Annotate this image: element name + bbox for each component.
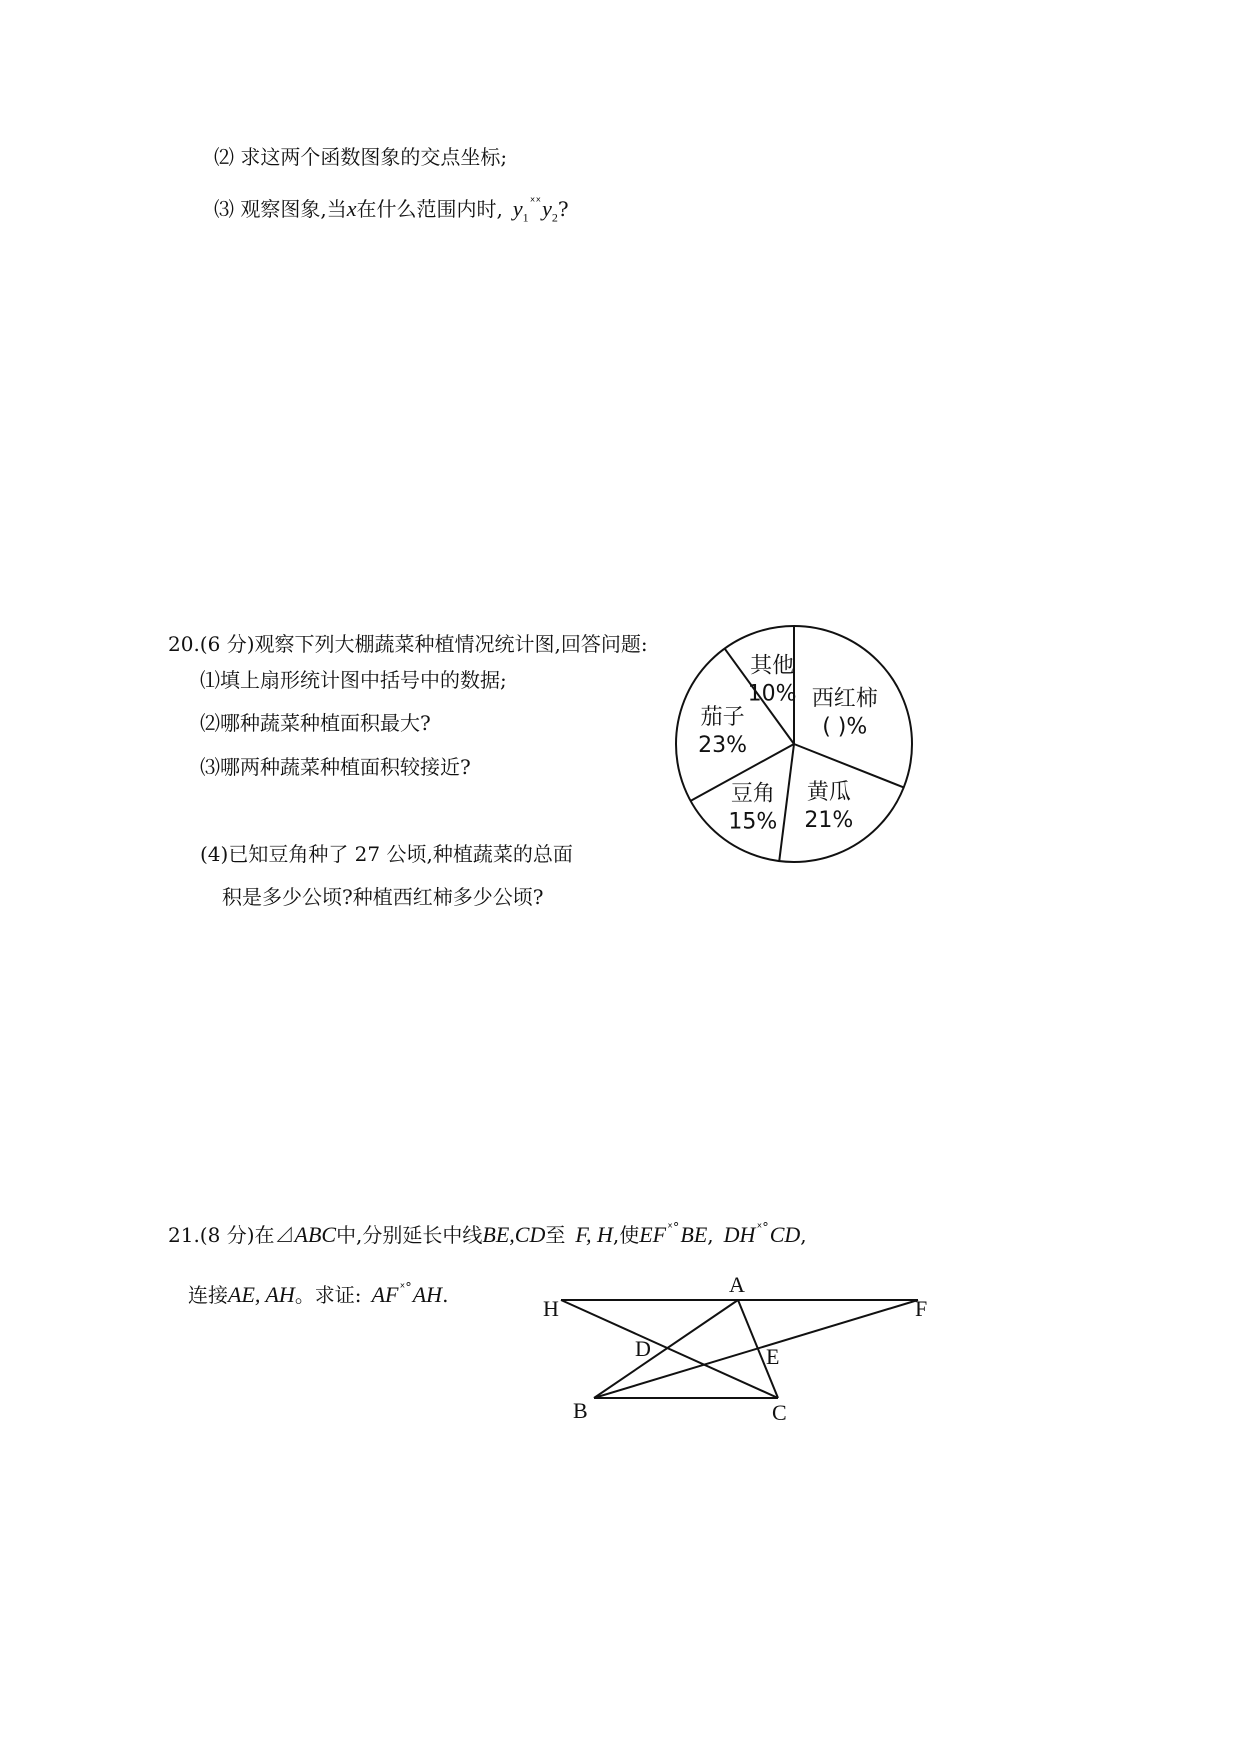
point-b-label: B — [573, 1398, 588, 1423]
pie-slice-name-3: 豆角 — [730, 781, 775, 807]
q21-relation-symbol-3: ˣ° — [399, 1281, 412, 1296]
q19-y2-letter: y — [542, 196, 552, 221]
q20-part4-line2-text: 积是多少公顷?种植西红柿多少公顷? — [222, 885, 544, 909]
q21-line2-prefix: 连接 — [188, 1283, 228, 1307]
q19-part3-y2 — [542, 196, 558, 225]
q21-header — [168, 1221, 807, 1247]
point-a-label: A — [729, 1272, 745, 1297]
q19-part3-end: ? — [557, 197, 569, 221]
point-f-label: F — [915, 1296, 928, 1321]
q21-header-mid1: 中,分别延长中线 — [336, 1223, 483, 1247]
q19-part2 — [214, 147, 507, 167]
q21-header-prefix: 21.(8 分)在⊿ — [168, 1223, 295, 1247]
point-e-label: E — [766, 1344, 780, 1369]
q19-part3-mid: 在什么范围内时, — [356, 197, 503, 221]
vegetable-pie-chart — [670, 620, 930, 880]
q21-comma-1: , — [707, 1223, 714, 1247]
pie-slice-value-2: 21% — [804, 807, 854, 833]
pie-slice-name-4: 茄子 — [700, 705, 745, 731]
q21-header-mid2: 至 — [545, 1223, 566, 1247]
q21-segment-be: BE — [680, 1222, 708, 1247]
q20-part3 — [200, 757, 471, 777]
pie-slice-value-1: ( )% — [822, 714, 868, 740]
triangle-figure — [530, 1270, 950, 1430]
q20-part4-line1 — [200, 844, 573, 864]
q19-part2-text: ⑵ 求这两个函数图象的交点坐标; — [214, 145, 508, 169]
q20-part2 — [200, 713, 431, 733]
pie-slice-value-3: 15% — [728, 809, 778, 835]
q21-relation-symbol-2: ˣ° — [756, 1221, 769, 1236]
q21-segment-ah: AH — [412, 1282, 443, 1307]
q19-part3-variable: x — [346, 196, 357, 221]
q21-medians: BE,CD — [482, 1222, 546, 1247]
q20-part1-text: ⑴填上扇形统计图中括号中的数据; — [200, 668, 507, 692]
q21-segment-ef: EF — [639, 1222, 667, 1247]
q21-segments-ae-ah: AE, AH — [228, 1282, 295, 1307]
q19-part3-y1 — [512, 196, 529, 225]
q21-segment-cd: CD — [769, 1222, 801, 1247]
q21-header-mid3: ,使 — [612, 1223, 640, 1247]
q21-points-fh: F, H — [575, 1222, 613, 1247]
q21-line2-end: . — [442, 1283, 449, 1307]
q20-header — [168, 634, 648, 654]
q21-line2 — [188, 1281, 449, 1307]
q21-relation-symbol-1: ˣ° — [667, 1221, 680, 1236]
pie-slice-name-1: 西红柿 — [811, 686, 878, 712]
q19-part3 — [214, 195, 569, 225]
q20-part2-text: ⑵哪种蔬菜种植面积最大? — [200, 711, 431, 735]
q20-part1 — [200, 670, 507, 690]
point-c-label: C — [772, 1400, 787, 1425]
pie-slice-value-5: 10% — [747, 681, 797, 707]
q20-header-text: 20.(6 分)观察下列大棚蔬菜种植情况统计图,回答问题: — [168, 632, 648, 656]
q21-segment-dh: DH — [723, 1222, 756, 1247]
q19-relation-symbol: ˣˣ — [529, 195, 542, 210]
q20-part4-line1-text: (4)已知豆角种了 27 公顷,种植蔬菜的总面 — [200, 842, 573, 866]
pie-slice-value-4: 23% — [698, 733, 748, 759]
point-d-label: D — [635, 1336, 651, 1361]
q21-line2-mid: 。求证: — [294, 1283, 362, 1307]
q19-y2-subscript: 2 — [551, 210, 558, 225]
pie-slice-name-2: 黄瓜 — [806, 779, 851, 805]
q19-part3-prefix: ⑶ 观察图象,当 — [214, 197, 347, 221]
q21-comma-2: , — [800, 1223, 807, 1247]
pie-slice-name-5: 其他 — [750, 653, 795, 679]
segment-ab — [594, 1300, 738, 1398]
q21-triangle-name: ABC — [294, 1222, 337, 1247]
q21-segment-af: AF — [371, 1282, 399, 1307]
q19-y1-subscript: 1 — [522, 210, 529, 225]
segment-hc — [561, 1300, 778, 1398]
q19-y1-letter: y — [512, 196, 523, 221]
point-h-label: H — [543, 1296, 559, 1321]
q20-part4-line2 — [222, 887, 543, 907]
q20-part3-text: ⑶哪两种蔬菜种植面积较接近? — [200, 755, 471, 779]
